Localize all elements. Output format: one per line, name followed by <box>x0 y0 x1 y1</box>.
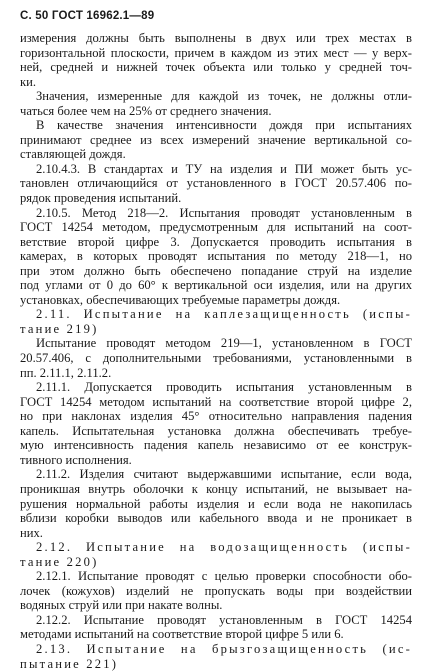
text-line: горизонтальной плоскости, причем в каждом из этих мест — у верх- <box>20 45 412 60</box>
text-line: проникшая внутрь оболочки к концу испытаний, не вызывает на- <box>20 481 412 496</box>
text-line: установках, обеспечивающих требуемые параметры дождя. <box>20 292 341 307</box>
text-line: измерения должны быть выполнены в двух или трех местах в <box>20 31 412 45</box>
text-line: тание 220) <box>20 554 99 569</box>
text-line: ней, средней и нижней точек объекта или только у средней точ- <box>20 60 412 75</box>
text-line: тание 219) <box>20 321 99 336</box>
text-line: пытание 221) <box>20 656 119 671</box>
text-line: под углами от 0 до 60° к вертикальной оси изделия, или на других <box>20 278 412 293</box>
text-line: 2.12.2. Испытание проводят установленным в ГОСТ 14254 <box>36 612 412 627</box>
text-line: ГОСТ 14254 методом, предусмотренным для испытаний на соот- <box>20 220 412 235</box>
text-line: чаться более чем на 25% от среднего значения. <box>20 103 272 118</box>
text-line: при этом должно быть обеспечено попадание струй на изделие <box>20 263 412 278</box>
text-line: них. <box>20 525 43 540</box>
text-line: мую интенсивность падения капель независимо от ее конструк- <box>20 438 412 453</box>
text-line: 2.11. Испытание на каплезащищенность (испы- <box>36 307 412 322</box>
text-line: 2.11.2. Изделия считают выдержавшими испытание, если вода, <box>36 467 412 482</box>
text-line: капель. Испытательная установка должна обеспечивать требуе- <box>20 423 412 438</box>
text-line: методами испытаний на соответствие второй цифре 5 или 6. <box>20 627 344 642</box>
page-header: С. 50 ГОСТ 16962.1—89 <box>20 10 155 22</box>
text-line: 2.10.5. Метод 218—2. Испытания проводят установленным в <box>36 205 412 220</box>
text-line: принимают среднее из всех измерений значение вертикальной со- <box>20 132 412 147</box>
text-line: ки. <box>20 74 37 89</box>
text-line: тивного исполнения. <box>20 452 132 467</box>
text-line: 2.12.1. Испытание проводят с целью проверки способности обо- <box>36 569 412 584</box>
text-line: лочек (кожухов) изделий не пропускать воды при воздействии <box>20 583 412 598</box>
text-line: но при наклонах изделия 45° относительно направления падения <box>20 409 412 424</box>
text-line: водяных струй или при накате волны. <box>20 598 223 613</box>
text-line: 2.10.4.3. В стандартах и ТУ на изделия и ПИ может быть ус- <box>36 161 412 176</box>
text-line: пп. 2.11.1, 2.11.2. <box>20 365 112 380</box>
text-line: рушения нормальной работы изделия и если вода не накопилась <box>20 496 412 511</box>
text-line: Значения, измеренные для каждой из точек, не должны отли- <box>36 89 412 104</box>
text-line: 2.13. Испытание на брызгозащищенность (ис- <box>36 641 412 656</box>
text-line: 2.11.1. Допускается проводить испытания установленным в <box>36 380 412 395</box>
text-line: 2.12. Испытание на водозащищенность (испы- <box>36 540 412 555</box>
text-line: В качестве значения интенсивности дождя при испытаниях <box>36 118 412 133</box>
text-line: 20.57.406, с дополнительными требованиями, установленными в <box>20 351 412 366</box>
text-line: ветствие второй цифре 3. Допускается проводить испытания в <box>20 234 412 249</box>
text-line: рядок проведения испытаний. <box>20 191 182 206</box>
text-line: ставляющей дождя. <box>20 147 126 162</box>
text-line: вблизи коробки выводов или кабельного ввода и не проникает в <box>20 511 412 526</box>
document-body <box>20 31 412 671</box>
text-line: тановлен отличающийся от установленного в ГОСТ 20.57.406 по- <box>20 176 412 191</box>
text-line: Испытание проводят методом 219—1, установленном в ГОСТ <box>36 336 412 351</box>
text-line: камерах, в которых проводят испытания по методу 218—1, но <box>20 249 412 264</box>
text-line: ГОСТ 14254 методом испытаний на соответствие второй цифре 2, <box>20 394 412 409</box>
